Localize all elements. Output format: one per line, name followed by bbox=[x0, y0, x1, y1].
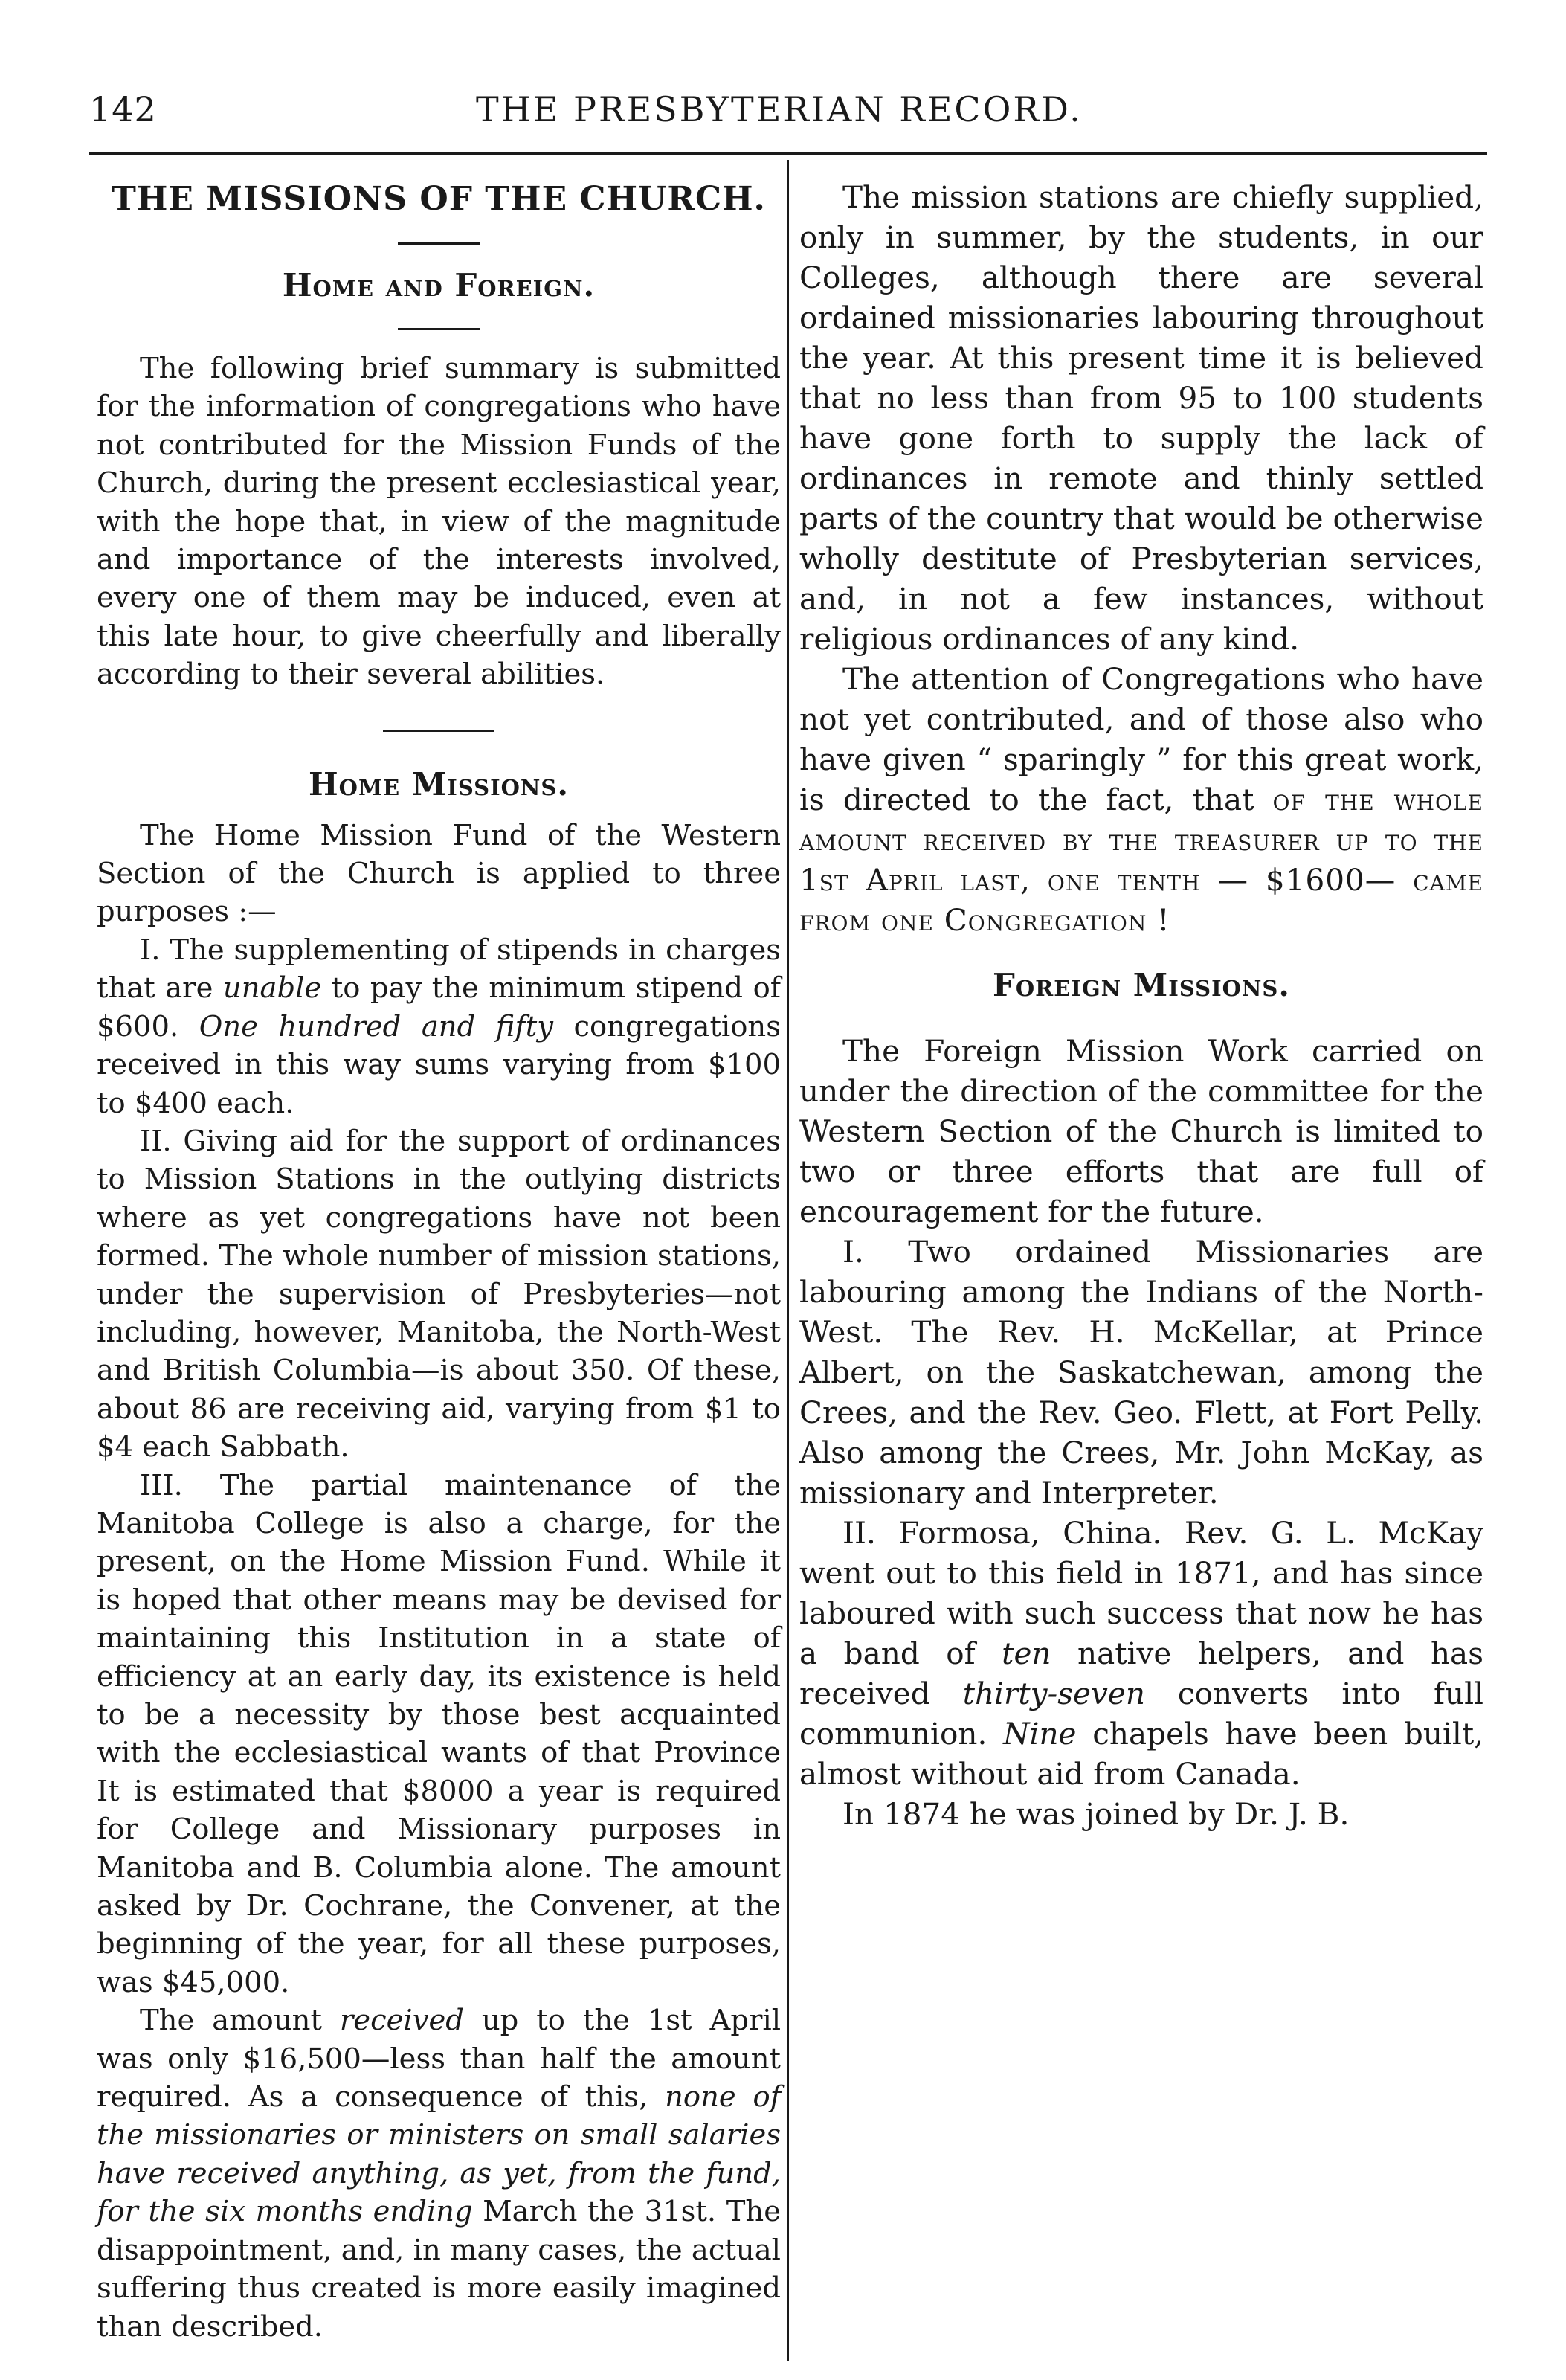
formosa-a: II. Formosa, China. Rev. G. L. McKay went out to this field in 1871, and has since laboured with such success that now he has a band of bbox=[799, 1515, 1483, 1671]
purpose-one bbox=[97, 931, 781, 1122]
title-rule bbox=[398, 242, 480, 245]
purpose-one-emphasis-2: One hundred and fifty bbox=[199, 1009, 553, 1043]
right-column bbox=[799, 177, 1483, 1834]
header-rule bbox=[89, 152, 1487, 155]
purpose-one-c: congregations received in this way sums varying from $100 to $400 each. bbox=[97, 1009, 781, 1120]
purpose-two: II. Giving aid for the support of ordinances to Mission Stations in the outlying districts where as yet congregations have not been formed. The whole number of mission stations, under the supervision of Presbyteries—not including, however, Manitoba, the North-West and British Columbia—is about 350. Of these, about 86 are receiving aid, varying from $1 to $4 each Sabbath. bbox=[97, 1124, 781, 1464]
formosa-c: converts into full communion. bbox=[799, 1676, 1483, 1752]
attention-a: The attention of Congregations who have not yet contributed, and of those also who have given “ sparingly ” for this great work, is directed to the fact, that bbox=[799, 661, 1483, 817]
purpose-one-b: to pay the minimum stipend of $600. bbox=[97, 971, 782, 1043]
subtitle-rule bbox=[398, 328, 480, 330]
purpose-three: III. The partial maintenance of the Manitoba College is also a charge, for the present, on the Home Mission Fund. While it is hoped that other means may be devised for maintaining this Institution in a state of efficiency at an early day, its existence is held to be a necessity by those best acquainted with the ecclesiastical wants of that Province It is estimated that $8000 a year is required for College and Missionary purposes in Manitoba and B. Columbia alone. The amount asked by Dr. Cochrane, the Convener, at the beginning of the year, for all these purposes, was $45,000. bbox=[97, 1468, 781, 1999]
continuation-line: In 1874 he was joined by Dr. J. B. bbox=[842, 1796, 1350, 1832]
amount-received-paragraph bbox=[97, 2001, 781, 2346]
attention-paragraph bbox=[799, 659, 1483, 940]
foreign-item-two bbox=[799, 1513, 1483, 1794]
home-missions-heading: Home Missions. bbox=[309, 765, 569, 803]
running-head bbox=[89, 89, 1487, 141]
left-column bbox=[97, 177, 781, 2346]
page-number: 142 bbox=[89, 89, 157, 129]
article-title: THE MISSIONS OF THE CHURCH. bbox=[112, 180, 766, 218]
amount-emphasis: received bbox=[339, 2004, 464, 2038]
amount-b: up to the 1st April was only $16,500—less than half the amount required. As a consequence of this, bbox=[97, 2004, 782, 2114]
intro-paragraph: The following brief summary is submitted for the information of congregations who have not contributed for the Mission Funds of the Church, during the present ecclesiastical year, with the hope that, in view of the magnitude and importance of the interests involved, every one of them may be induced, even at this late hour, to give cheerfully and liberally according to their several abilities. bbox=[97, 352, 781, 692]
formosa-b: native helpers, and has received bbox=[799, 1636, 1483, 1711]
attention-smallcaps: of the whole amount received by the treasurer up to the 1st April last, one tenth — $1600— came from one Congregation ! bbox=[799, 782, 1483, 938]
home-missions-purposes: The Home Mission Fund of the Western Section of the Church is applied to three purposes :— bbox=[97, 818, 781, 929]
mission-stations-paragraph: The mission stations are chiefly supplied, only in summer, by the students, in our Colleges, although there are several ordained missionaries labouring throughout the year. At this present time it is believed that no less than from 95 to 100 students have gone forth to supply the lack of ordinances in remote and thinly settled parts of the country that would be otherwise wholly destitute of Presbyterian services, and, in not a few instances, without religious ordinances of any kind. bbox=[799, 179, 1483, 657]
amount-emphasis-2: none of the missionaries or ministers on small salaries have received anything, as yet, from the fund, for the six months ending bbox=[97, 2080, 781, 2229]
formosa-emphasis-3: Nine bbox=[1003, 1716, 1077, 1752]
column-divider bbox=[787, 160, 789, 2361]
journal-title: THE PRESBYTERIAN RECORD. bbox=[476, 89, 1083, 129]
foreign-intro: The Foreign Mission Work carried on under the direction of the committee for the Western Section of the Church is limited to two or three efforts that are full of encouragement for the future. bbox=[799, 1033, 1483, 1229]
purpose-one-a: I. The supplementing of stipends in charges that are bbox=[97, 933, 781, 1006]
purpose-one-emphasis: unable bbox=[222, 971, 322, 1006]
article-subtitle: Home and Foreign. bbox=[282, 267, 596, 303]
amount-c: March the 31st. The disappointment, and, in many cases, the actual suffering thus created is more easily imagined than described. bbox=[97, 2195, 781, 2344]
formosa-emphasis-1: ten bbox=[1002, 1636, 1051, 1671]
foreign-item-one: I. Two ordained Missionaries are labouring among the Indians of the North-West. The Rev. H. McKellar, at Prince Albert, on the Saskatchewan, among the Crees, and the Rev. Geo. Flett, at Fort Pelly. Also among the Crees, Mr. John McKay, as missionary and Interpreter. bbox=[799, 1234, 1483, 1511]
formosa-d: chapels have been built, almost without aid from Canada. bbox=[799, 1716, 1484, 1792]
amount-a: The amount bbox=[140, 2004, 340, 2038]
foreign-missions-heading: Foreign Missions. bbox=[993, 967, 1290, 1003]
formosa-emphasis-2: thirty-seven bbox=[962, 1676, 1145, 1711]
section-rule bbox=[383, 730, 494, 732]
